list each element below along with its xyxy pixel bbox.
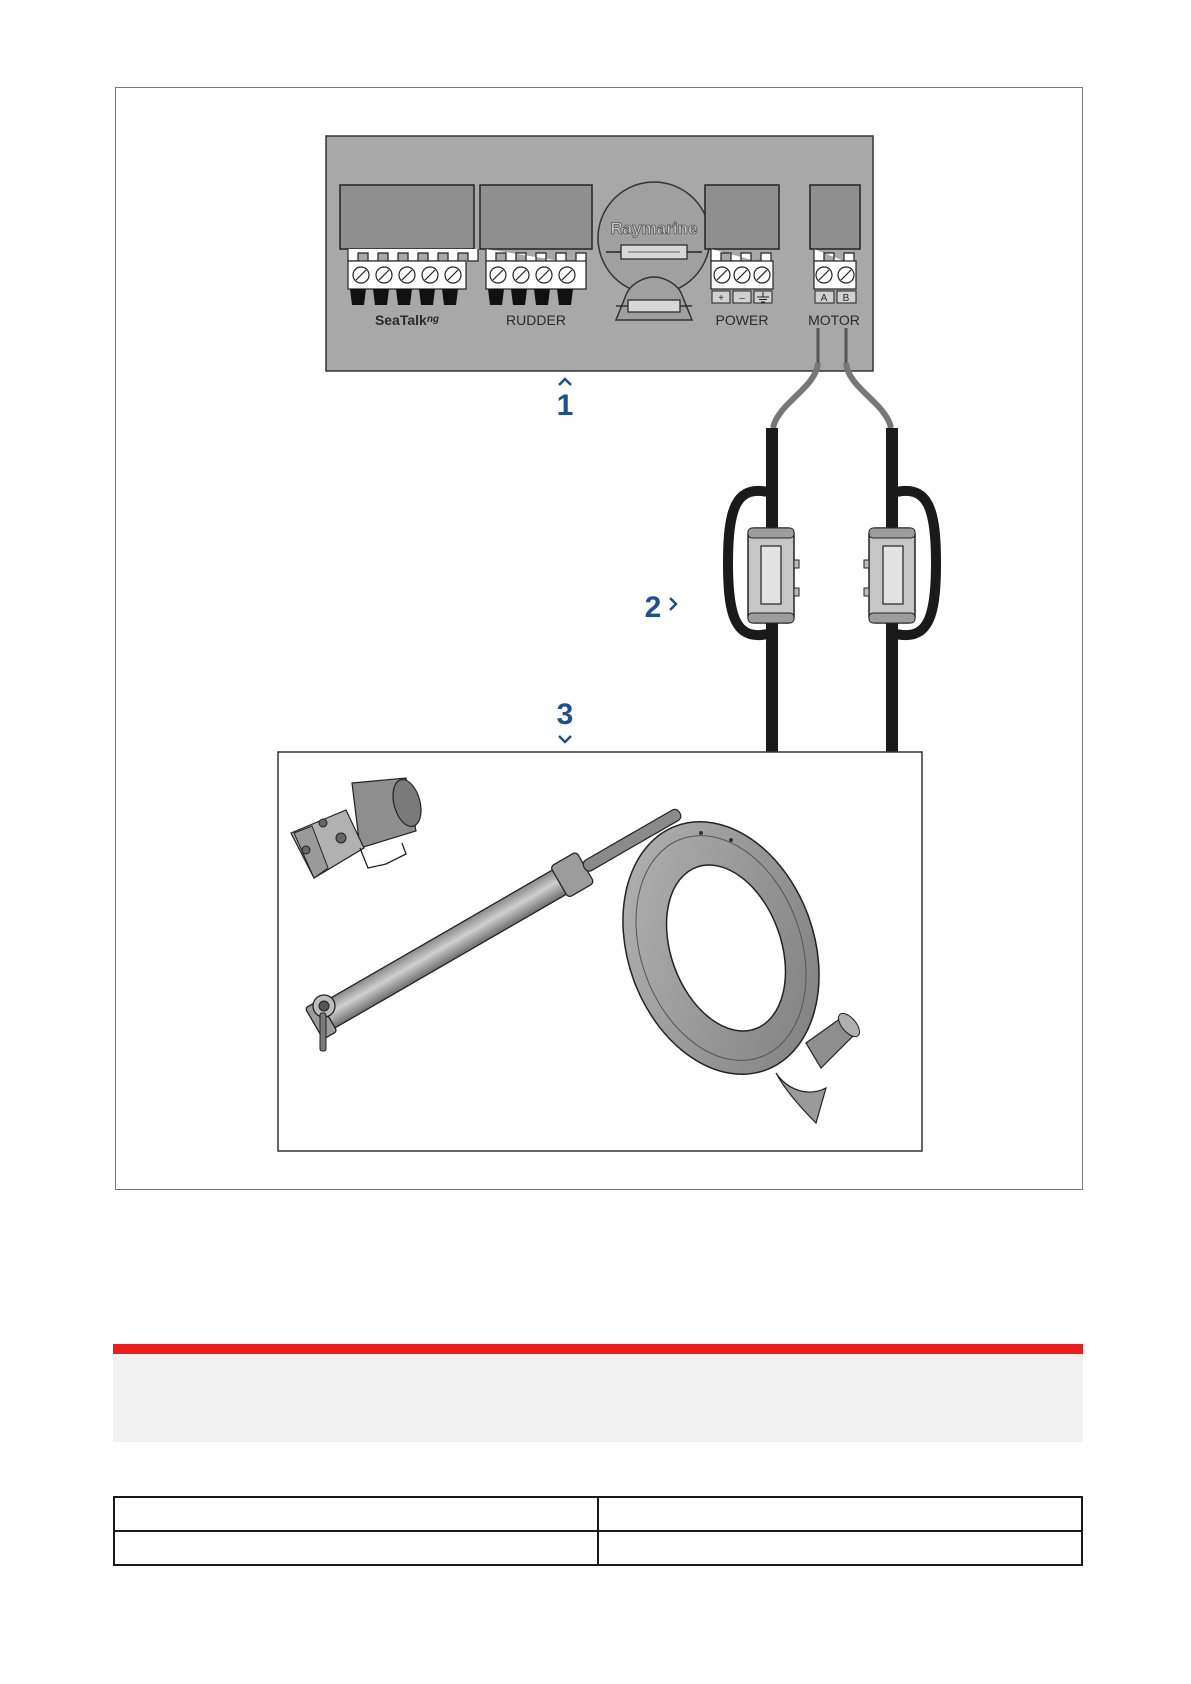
table-cell (114, 1497, 598, 1531)
callout-1 (557, 379, 574, 422)
rudder-label: RUDDER (506, 312, 566, 328)
wiring-figure (115, 87, 1083, 1190)
control-unit-panel (326, 136, 873, 371)
power-negative-label: – (739, 293, 745, 304)
raymarine-logo: Raymarine (610, 219, 698, 238)
drive-units-box (278, 752, 922, 1151)
callout-2 (645, 591, 676, 624)
ferrite-clamp-left (748, 528, 799, 623)
table-cell (114, 1531, 598, 1565)
warning-header-bar (113, 1344, 1083, 1354)
table-cell (598, 1497, 1082, 1531)
power-positive-label: + (718, 293, 724, 304)
svg-text:3: 3 (556, 698, 574, 731)
motor-label: MOTOR (808, 312, 860, 328)
motor-terminal-b-label: B (842, 293, 850, 304)
table-cell (598, 1531, 1082, 1565)
warning-body (113, 1354, 1083, 1442)
spec-table (113, 1496, 1083, 1566)
power-label: POWER (715, 312, 769, 328)
seatalk-label: SeaTalk$^{ng}$ (374, 312, 440, 328)
warning-box (113, 1344, 1083, 1442)
table-row (114, 1531, 1082, 1565)
wiring-diagram (116, 88, 1082, 1189)
table-row (114, 1497, 1082, 1531)
callout-3 (557, 698, 574, 742)
ferrite-clamp-right (864, 528, 915, 623)
motor-terminal-a-label: A (820, 293, 828, 304)
svg-text:1: 1 (556, 389, 574, 422)
svg-text:2: 2 (644, 591, 662, 624)
